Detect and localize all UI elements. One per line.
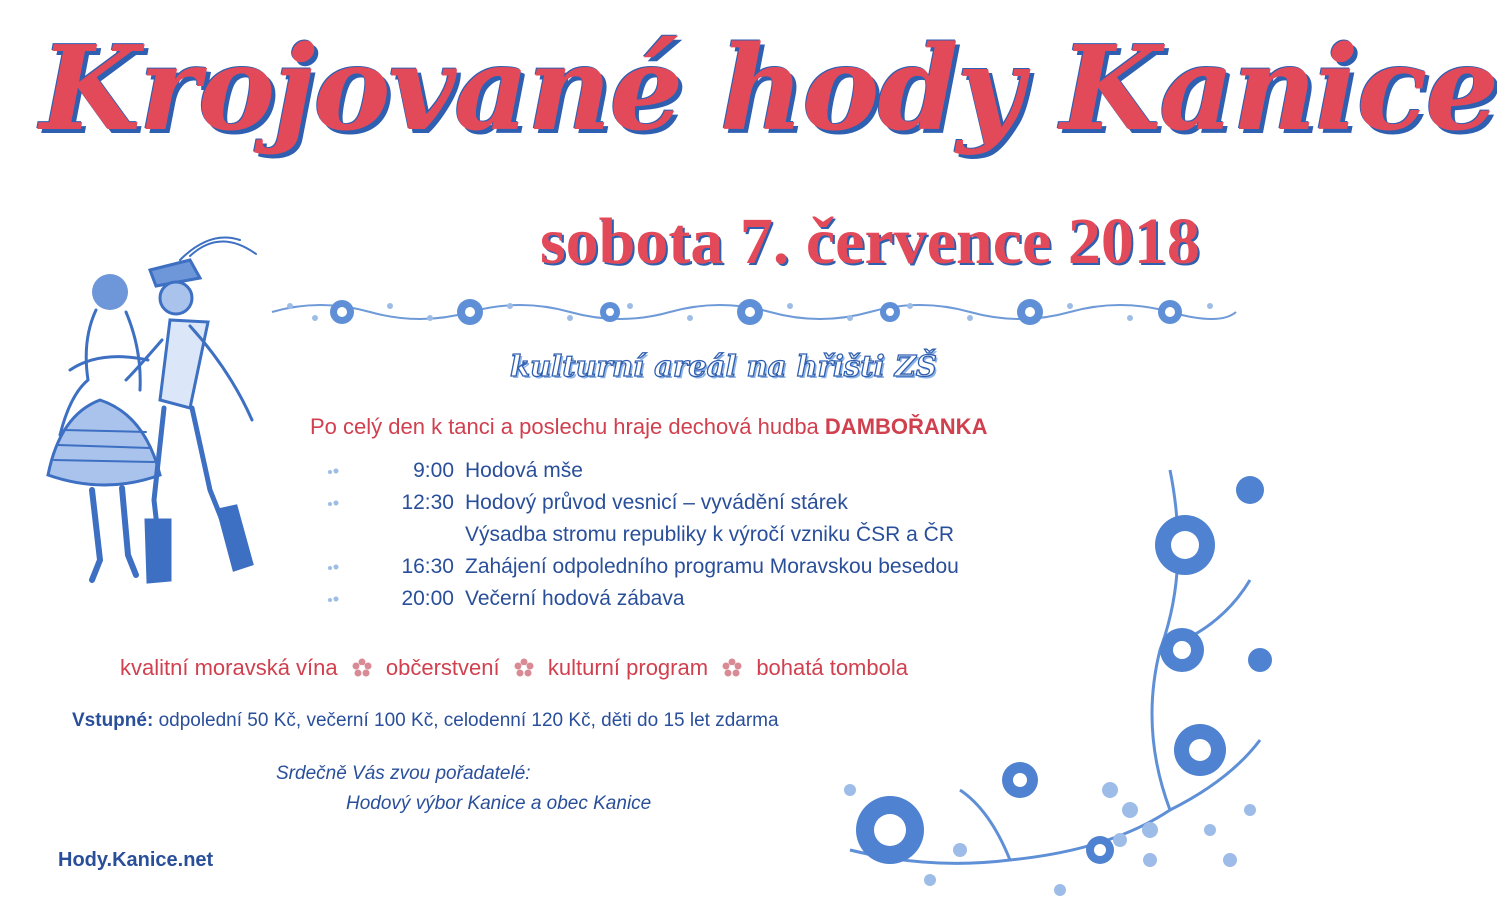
sprig-icon: [326, 499, 342, 509]
invite-organizers: Hodový výbor Kanice a obec Kanice: [346, 793, 652, 814]
band-line: [310, 411, 1130, 443]
program-text: Výsadba stromu republiky k výročí vzniku ČSR a ČR: [465, 523, 954, 546]
flower-icon: [722, 658, 742, 678]
feature-item: kulturní program: [547, 655, 709, 680]
folk-flower-border-icon: [270, 294, 1238, 330]
invitation: [276, 759, 796, 819]
band-line-text: Po celý den k tanci a poslechu hraje dechová hudba: [310, 414, 819, 439]
program-text: Hodový průvod vesnicí – vyvádění stárek: [465, 491, 848, 514]
feature-item: občerstvení: [385, 655, 500, 680]
poster-title: Krojované hody Kanice: [40, 21, 1497, 157]
feature-item: kvalitní moravská vína: [120, 655, 338, 680]
invite-line: Srdečně Vás zvou pořadatelé:: [276, 763, 531, 784]
program-text: Zahájení odpoledního programu Moravskou besedou: [465, 555, 959, 578]
band-name: DAMBOŘANKA: [824, 414, 988, 439]
folk-dancers-illustration: [30, 230, 280, 610]
website-link[interactable]: Hody.Kanice.net: [58, 849, 214, 871]
program-text: Večerní hodová zábava: [465, 587, 685, 610]
event-date: sobota 7. července 2018: [540, 205, 1200, 278]
feature-item: bohatá tombola: [756, 655, 908, 680]
program-time: 16:30: [401, 555, 454, 578]
program-time: 20:00: [401, 587, 454, 610]
program-time: 12:30: [401, 491, 454, 514]
sprig-icon: [326, 467, 342, 477]
entry-label: Vstupné:: [72, 710, 154, 731]
venue: kulturní areál na hřišti ZŠ: [510, 349, 937, 383]
folk-corner-ornament-icon: [810, 450, 1280, 905]
flower-icon: [514, 658, 534, 678]
program-text: Hodová mše: [465, 459, 583, 482]
sprig-icon: [326, 563, 342, 573]
program-time: 9:00: [413, 459, 454, 482]
flower-icon: [352, 658, 372, 678]
sprig-icon: [326, 595, 342, 605]
entry-text: odpolední 50 Kč, večerní 100 Kč, celodenní 120 Kč, děti do 15 let zdarma: [158, 710, 779, 731]
